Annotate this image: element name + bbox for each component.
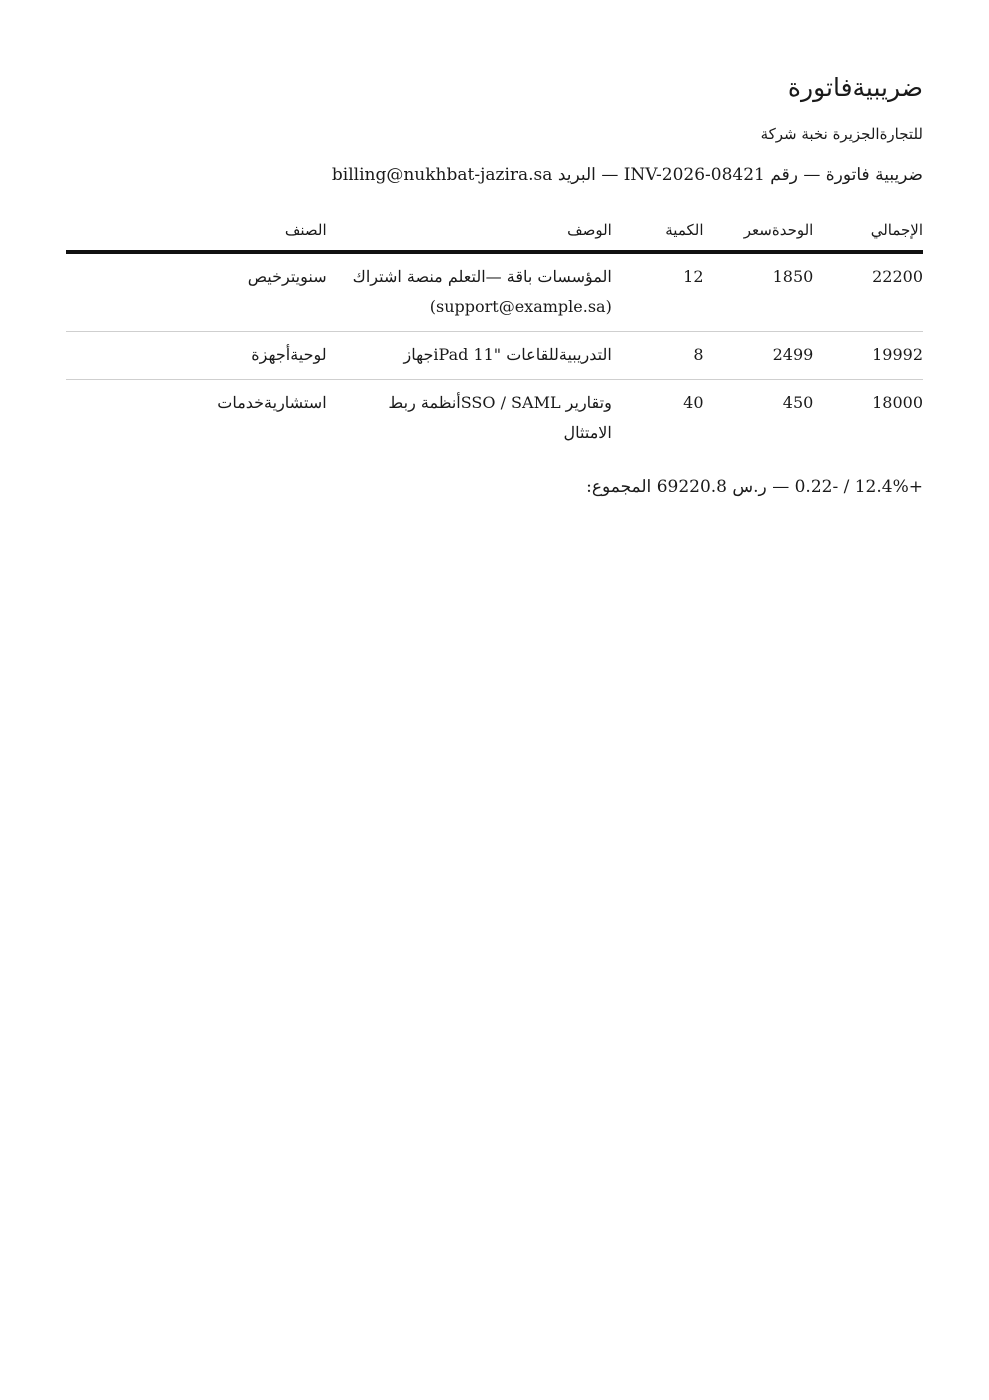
invoice-number: INV-2026-08421: [623, 165, 765, 185]
row-unit-price: 450: [782, 393, 814, 412]
invoice-summary: [66, 475, 923, 499]
invoice-title: ضريبيةفاتورة: [787, 73, 923, 102]
header-total: الإجمالي: [825, 220, 923, 252]
header-category: الصنف: [66, 220, 339, 252]
row-category: استشاريةخدمات: [217, 393, 327, 412]
row-total: 19992: [825, 332, 923, 380]
meta-dash-2: —: [601, 165, 619, 185]
row-total: 22200: [825, 252, 923, 332]
table-row: [66, 252, 923, 332]
meta-dash-1: —: [803, 165, 821, 185]
table-header-row: [66, 220, 923, 252]
invoice-items-table: [66, 220, 923, 457]
invoice-label: ضريبية فاتورة: [825, 165, 923, 185]
row-description: المؤسسات باقة —التعلم منصة اشتراك (support@example.sa): [339, 252, 624, 332]
table-row: [66, 332, 923, 380]
row-description: التدريبيةللقاعات "iPad 11جهاز: [339, 332, 624, 380]
row-unit-price: 2499: [716, 332, 826, 380]
table-row: [66, 380, 923, 458]
email-label: البريد: [557, 165, 596, 185]
header-unit-price: الوحدةسعر: [716, 220, 826, 252]
header-qty: الكمية: [624, 220, 716, 252]
summary-currency: ر.س: [732, 477, 767, 497]
summary-amount: 69220.8: [656, 477, 727, 497]
row-description: وتقارير SSO / SAMLأنظمة ربط الامتثال: [388, 393, 612, 442]
row-qty: 8: [624, 332, 716, 380]
summary-change: +12.4% / -0.22: [794, 477, 923, 497]
company-name: للتجارةالجزيرة نخبة شركة: [760, 125, 923, 143]
row-total: 18000: [872, 393, 923, 412]
billing-email[interactable]: billing@nukhbat-jazira.sa: [331, 165, 553, 185]
summary-label: المجموع:: [586, 477, 652, 497]
row-unit-price: 1850: [716, 252, 826, 332]
row-qty: 40: [683, 393, 704, 412]
row-category: لوحيةأجهزة: [66, 332, 339, 380]
invoice-meta: [66, 164, 923, 186]
summary-dash: —: [772, 477, 790, 497]
header-description: الوصف: [339, 220, 624, 252]
invoice-number-label: رقم: [770, 165, 798, 185]
row-category: سنويترخيص: [66, 252, 339, 332]
row-qty: 12: [624, 252, 716, 332]
